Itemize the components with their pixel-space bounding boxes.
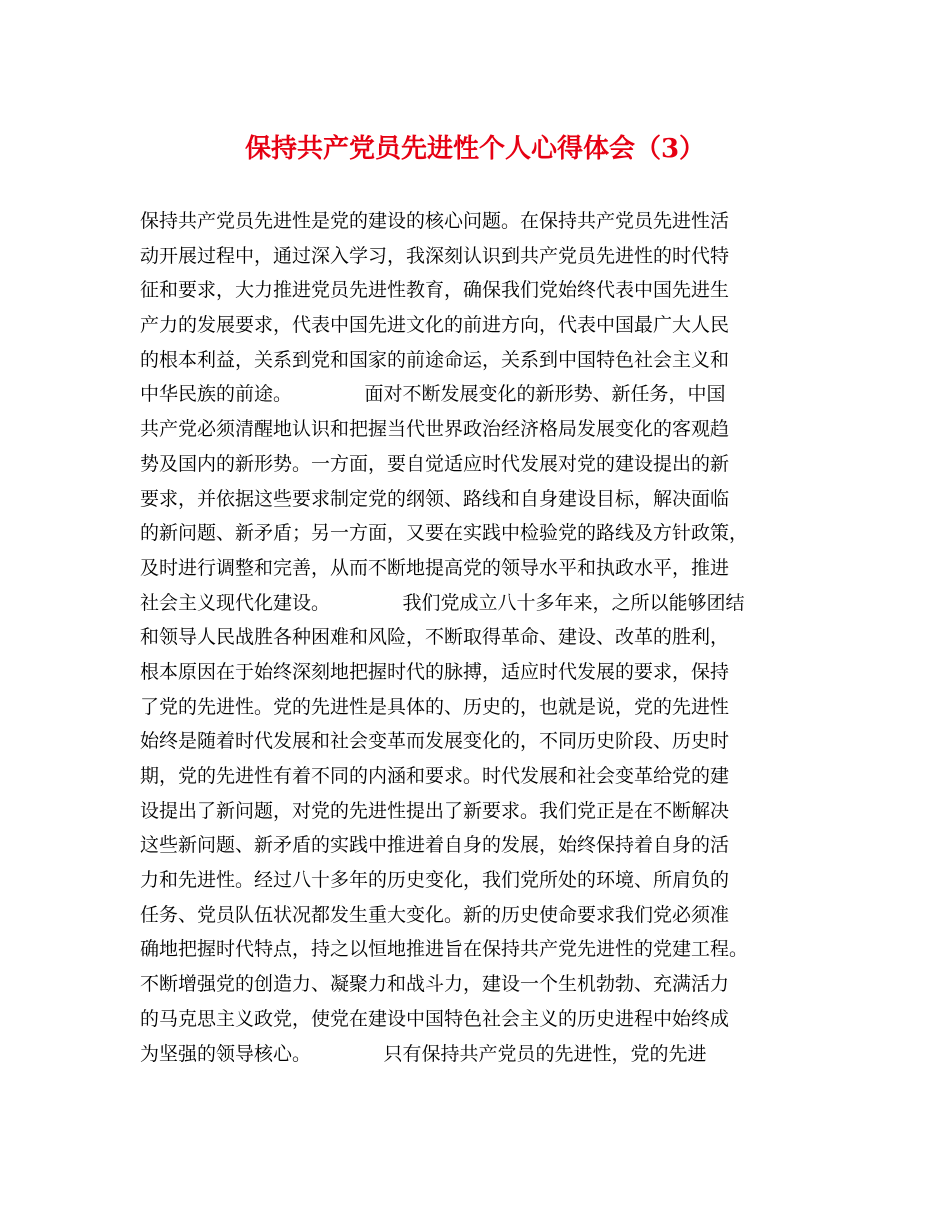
body-line: 确地把握时代特点，持之以恒地推进旨在保持共产党先进性的党建工程。 xyxy=(140,938,749,961)
body-line: 产力的发展要求，代表中国先进文化的前进方向，代表中国最广大人民 xyxy=(140,314,730,337)
body-line: 及时进行调整和完善，从而不断地提高党的领导水平和执政水平，推进 xyxy=(140,556,730,579)
body-line: 保持共产党员先进性是党的建设的核心问题。在保持共产党员先进性活 xyxy=(140,210,730,232)
body-line: 和领导人民战胜各种困难和风险，不断取得革命、建设、改革的胜利， xyxy=(140,626,730,649)
body-line: 的马克思主义政党，使党在建设中国特色社会主义的历史进程中始终成 xyxy=(140,1007,730,1030)
body-line: 动开展过程中，通过深入学习，我深刻认识到共产党员先进性的时代特 xyxy=(140,244,730,267)
body-line: 共产党必须清醒地认识和把握当代世界政治经济格局发展变化的客观趋 xyxy=(140,418,730,441)
body-line: 设提出了新问题，对党的先进性提出了新要求。我们党正是在不断解决 xyxy=(140,799,730,822)
body-line: 征和要求，大力推进党员先进性教育，确保我们党始终代表中国先进生 xyxy=(140,279,730,302)
body-line: 力和先进性。经过八十多年的历史变化，我们党所处的环境、所肩负的 xyxy=(140,869,730,892)
document-title: 保持共产党员先进性个人心得体会（3） xyxy=(244,134,706,164)
body-line: 中华民族的前途。 面对不断发展变化的新形势、新任务，中国 xyxy=(140,383,726,406)
body-line: 的根本利益，关系到党和国家的前途命运，关系到中国特色社会主义和 xyxy=(140,348,730,371)
body-line: 了党的先进性。党的先进性是具体的、历史的，也就是说，党的先进性 xyxy=(140,695,730,718)
body-line: 为坚强的领导核心。 只有保持共产党员的先进性，党的先进 xyxy=(140,1042,707,1065)
body-line: 不断增强党的创造力、凝聚力和战斗力，建设一个生机勃勃、充满活力 xyxy=(140,973,730,996)
body-line: 势及国内的新形势。一方面，要自觉适应时代发展对党的建设提出的新 xyxy=(140,452,730,475)
body-line: 要求，并依据这些要求制定党的纲领、路线和自身建设目标，解决面临 xyxy=(140,487,730,510)
document-body xyxy=(140,204,840,1071)
body-line: 的新问题、新矛盾；另一方面，又要在实践中检验党的路线及方针政策， xyxy=(140,522,749,545)
body-line: 根本原因在于始终深刻地把握时代的脉搏，适应时代发展的要求，保持 xyxy=(140,660,730,683)
body-line: 任务、党员队伍状况都发生重大变化。新的历史使命要求我们党必须准 xyxy=(140,903,730,926)
body-line: 这些新问题、新矛盾的实践中推进着自身的发展，始终保持着自身的活 xyxy=(140,834,730,857)
body-line: 始终是随着时代发展和社会变革而发展变化的，不同历史阶段、历史时 xyxy=(140,730,730,753)
body-line: 社会主义现代化建设。 我们党成立八十多年来，之所以能够团结 xyxy=(140,591,745,614)
body-line: 期，党的先进性有着不同的内涵和要求。时代发展和社会变革给党的建 xyxy=(140,765,730,787)
